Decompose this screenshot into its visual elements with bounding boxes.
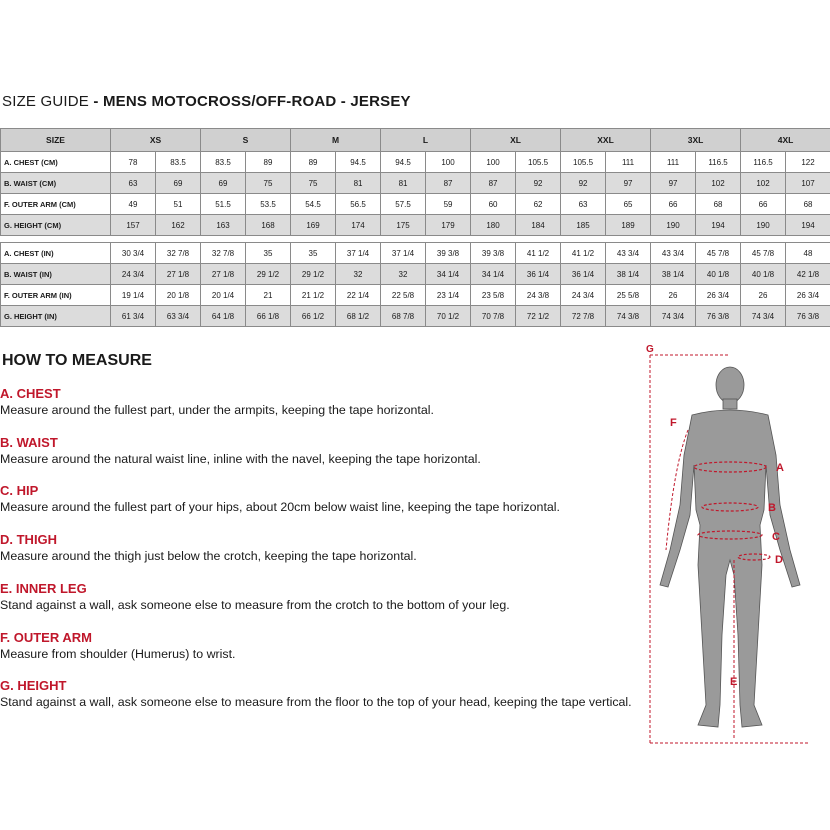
table-cell: 22 1/4 bbox=[336, 285, 381, 306]
table-cell: 194 bbox=[696, 215, 741, 236]
table-cell: 36 1/4 bbox=[561, 264, 606, 285]
table-cell: 68 1/2 bbox=[336, 306, 381, 327]
table-cell: 59 bbox=[426, 194, 471, 215]
how-to-measure-heading: HOW TO MEASURE bbox=[2, 352, 152, 369]
measure-title: A. CHEST bbox=[0, 386, 61, 401]
table-cell: 66 bbox=[651, 194, 696, 215]
table-cell: 56.5 bbox=[336, 194, 381, 215]
table-cell: 21 bbox=[246, 285, 291, 306]
table-cell: 38 1/4 bbox=[651, 264, 696, 285]
table-cell: 116.5 bbox=[741, 152, 786, 173]
table-cell: 23 1/4 bbox=[426, 285, 471, 306]
table-cell: 116.5 bbox=[696, 152, 741, 173]
table-cell: 40 1/8 bbox=[696, 264, 741, 285]
row-label: G. HEIGHT (CM) bbox=[1, 215, 111, 236]
title-prefix: SIZE GUIDE bbox=[2, 93, 90, 110]
table-cell: 75 bbox=[246, 173, 291, 194]
title-rest: - MENS MOTOCROSS/OFF-ROAD - JERSEY bbox=[89, 93, 411, 110]
row-label: B. WAIST (CM) bbox=[1, 173, 111, 194]
table-cell: 20 1/4 bbox=[201, 285, 246, 306]
table-cell: 39 3/8 bbox=[426, 243, 471, 264]
size-header-m: M bbox=[291, 129, 381, 152]
table-cell: 24 3/4 bbox=[111, 264, 156, 285]
table-cell: 29 1/2 bbox=[246, 264, 291, 285]
measure-section bbox=[0, 435, 640, 467]
table-row bbox=[1, 285, 830, 306]
row-label: A. CHEST (IN) bbox=[1, 243, 111, 264]
size-header-4xl: 4XL bbox=[741, 129, 830, 152]
measure-title: F. OUTER ARM bbox=[0, 629, 92, 645]
table-cell: 66 1/2 bbox=[291, 306, 336, 327]
size-header-s: S bbox=[201, 129, 291, 152]
table-cell: 63 bbox=[111, 173, 156, 194]
table-cell: 24 3/4 bbox=[561, 285, 606, 306]
measurement-figure bbox=[630, 335, 830, 745]
table-cell: 100 bbox=[426, 152, 471, 173]
measure-description: Measure around the fullest part of your hips, about 20cm below waist line, keeping the tape horizontal. bbox=[0, 500, 560, 515]
table-cell: 70 1/2 bbox=[426, 306, 471, 327]
row-label: B. WAIST (IN) bbox=[1, 264, 111, 285]
table-cell: 83.5 bbox=[156, 152, 201, 173]
table-cell: 38 1/4 bbox=[606, 264, 651, 285]
measure-section bbox=[0, 386, 640, 418]
table-cell: 66 bbox=[741, 194, 786, 215]
measure-description: Measure around the natural waist line, inline with the navel, keeping the tape horizontal. bbox=[0, 451, 481, 466]
row-label: A. CHEST (CM) bbox=[1, 152, 111, 173]
table-row bbox=[1, 306, 830, 327]
table-cell: 19 1/4 bbox=[111, 285, 156, 306]
table-cell: 76 3/8 bbox=[786, 306, 830, 327]
table-cell: 102 bbox=[696, 173, 741, 194]
table-cell: 26 3/4 bbox=[696, 285, 741, 306]
table-cell: 65 bbox=[606, 194, 651, 215]
table-cell: 92 bbox=[561, 173, 606, 194]
measure-description: Measure around the thigh just below the crotch, keeping the tape horizontal. bbox=[0, 549, 417, 564]
table-cell: 42 1/8 bbox=[786, 264, 830, 285]
table-cell: 122 bbox=[786, 152, 830, 173]
table-cell: 22 5/8 bbox=[381, 285, 426, 306]
table-cell: 70 7/8 bbox=[471, 306, 516, 327]
table-cell: 107 bbox=[786, 173, 830, 194]
measure-description: Stand against a wall, ask someone else to measure from the floor to the top of your head, keeping the tape vertical. bbox=[0, 695, 632, 710]
marker-a: A bbox=[776, 462, 784, 474]
table-cell: 51 bbox=[156, 194, 201, 215]
table-cell: 89 bbox=[246, 152, 291, 173]
table-cell: 41 1/2 bbox=[561, 243, 606, 264]
table-cell: 180 bbox=[471, 215, 516, 236]
table-cell: 189 bbox=[606, 215, 651, 236]
size-header-3xl: 3XL bbox=[651, 129, 741, 152]
table-cell: 34 1/4 bbox=[426, 264, 471, 285]
table-cell: 24 3/8 bbox=[516, 285, 561, 306]
measure-section bbox=[0, 630, 640, 662]
table-cell: 97 bbox=[606, 173, 651, 194]
table-cell: 63 3/4 bbox=[156, 306, 201, 327]
measure-title: G. HEIGHT bbox=[0, 678, 67, 694]
table-cell: 36 1/4 bbox=[516, 264, 561, 285]
table-cell: 32 bbox=[381, 264, 426, 285]
body-silhouette bbox=[660, 367, 800, 727]
table-cell: 26 bbox=[741, 285, 786, 306]
table-cell: 32 7/8 bbox=[201, 243, 246, 264]
table-cell: 74 3/8 bbox=[606, 306, 651, 327]
size-header-xl: XL bbox=[471, 129, 561, 152]
table-cell: 78 bbox=[111, 152, 156, 173]
table-cell: 75 bbox=[291, 173, 336, 194]
measure-section bbox=[0, 678, 640, 710]
table-cell: 69 bbox=[156, 173, 201, 194]
table-cell: 87 bbox=[471, 173, 516, 194]
table-cell: 89 bbox=[291, 152, 336, 173]
table-cell: 83.5 bbox=[201, 152, 246, 173]
size-table-cm bbox=[0, 128, 830, 236]
measure-description: Stand against a wall, ask someone else to measure from the crotch to the bottom of your leg. bbox=[0, 597, 510, 612]
table-cell: 179 bbox=[426, 215, 471, 236]
table-cell: 25 5/8 bbox=[606, 285, 651, 306]
size-header-xxl: XXL bbox=[561, 129, 651, 152]
table-cell: 105.5 bbox=[516, 152, 561, 173]
table-cell: 41 1/2 bbox=[516, 243, 561, 264]
table-cell: 48 bbox=[786, 243, 830, 264]
table-cell: 157 bbox=[111, 215, 156, 236]
table-cell: 92 bbox=[516, 173, 561, 194]
table-row bbox=[1, 173, 830, 194]
table-cell: 37 1/4 bbox=[381, 243, 426, 264]
measure-title: C. HIP bbox=[0, 483, 39, 499]
table-cell: 194 bbox=[786, 215, 830, 236]
measure-title: E. INNER LEG bbox=[0, 580, 87, 596]
table-cell: 68 7/8 bbox=[381, 306, 426, 327]
measure-title: D. THIGH bbox=[0, 532, 58, 548]
table-row bbox=[1, 194, 830, 215]
table-cell: 40 1/8 bbox=[741, 264, 786, 285]
marker-g: G bbox=[646, 344, 654, 355]
measure-title: B. WAIST bbox=[0, 434, 58, 450]
table-cell: 32 7/8 bbox=[156, 243, 201, 264]
measure-description: Measure from shoulder (Humerus) to wrist. bbox=[0, 646, 236, 661]
table-cell: 29 1/2 bbox=[291, 264, 336, 285]
table-cell: 43 3/4 bbox=[606, 243, 651, 264]
marker-d: D bbox=[775, 554, 783, 566]
table-cell: 61 3/4 bbox=[111, 306, 156, 327]
table-cell: 97 bbox=[651, 173, 696, 194]
table-cell: 32 bbox=[336, 264, 381, 285]
table-row bbox=[1, 152, 830, 173]
table-cell: 60 bbox=[471, 194, 516, 215]
table-cell: 53.5 bbox=[246, 194, 291, 215]
table-cell: 26 3/4 bbox=[786, 285, 830, 306]
table-cell: 43 3/4 bbox=[651, 243, 696, 264]
table-cell: 68 bbox=[786, 194, 830, 215]
table-cell: 162 bbox=[156, 215, 201, 236]
row-label: F. OUTER ARM (CM) bbox=[1, 194, 111, 215]
table-cell: 23 5/8 bbox=[471, 285, 516, 306]
table-row bbox=[1, 243, 830, 264]
table-cell: 39 3/8 bbox=[471, 243, 516, 264]
table-cell: 34 1/4 bbox=[471, 264, 516, 285]
table-cell: 87 bbox=[426, 173, 471, 194]
measure-section bbox=[0, 581, 640, 613]
table-cell: 81 bbox=[336, 173, 381, 194]
row-label: G. HEIGHT (IN) bbox=[1, 306, 111, 327]
table-cell: 51.5 bbox=[201, 194, 246, 215]
page-title bbox=[2, 93, 411, 110]
table-cell: 169 bbox=[291, 215, 336, 236]
table-cell: 26 bbox=[651, 285, 696, 306]
table-cell: 190 bbox=[741, 215, 786, 236]
measure-section bbox=[0, 532, 640, 564]
table-cell: 76 3/8 bbox=[696, 306, 741, 327]
table-cell: 37 1/4 bbox=[336, 243, 381, 264]
measure-description: Measure around the fullest part, under the armpits, keeping the tape horizontal. bbox=[0, 403, 434, 417]
size-table-in bbox=[0, 242, 830, 327]
table-cell: 168 bbox=[246, 215, 291, 236]
marker-b: B bbox=[768, 502, 776, 514]
table-cell: 94.5 bbox=[381, 152, 426, 173]
table-cell: 102 bbox=[741, 173, 786, 194]
table-cell: 66 1/8 bbox=[246, 306, 291, 327]
size-header-cell: SIZE bbox=[1, 129, 111, 152]
table-cell: 111 bbox=[651, 152, 696, 173]
table-cell: 68 bbox=[696, 194, 741, 215]
table-cell: 45 7/8 bbox=[741, 243, 786, 264]
table-cell: 190 bbox=[651, 215, 696, 236]
table-cell: 35 bbox=[291, 243, 336, 264]
marker-e: E bbox=[730, 676, 738, 688]
table-cell: 27 1/8 bbox=[201, 264, 246, 285]
table-cell: 184 bbox=[516, 215, 561, 236]
table-cell: 30 3/4 bbox=[111, 243, 156, 264]
table-cell: 94.5 bbox=[336, 152, 381, 173]
size-header-l: L bbox=[381, 129, 471, 152]
table-cell: 45 7/8 bbox=[696, 243, 741, 264]
marker-f: F bbox=[670, 417, 677, 429]
table-cell: 62 bbox=[516, 194, 561, 215]
table-cell: 35 bbox=[246, 243, 291, 264]
table-cell: 105.5 bbox=[561, 152, 606, 173]
row-label: F. OUTER ARM (IN) bbox=[1, 285, 111, 306]
size-header-xs: XS bbox=[111, 129, 201, 152]
table-cell: 21 1/2 bbox=[291, 285, 336, 306]
table-cell: 20 1/8 bbox=[156, 285, 201, 306]
table-row bbox=[1, 215, 830, 236]
table-cell: 69 bbox=[201, 173, 246, 194]
table-row bbox=[1, 264, 830, 285]
table-cell: 72 7/8 bbox=[561, 306, 606, 327]
table-cell: 174 bbox=[336, 215, 381, 236]
table-cell: 64 1/8 bbox=[201, 306, 246, 327]
table-cell: 27 1/8 bbox=[156, 264, 201, 285]
table-cell: 57.5 bbox=[381, 194, 426, 215]
table-cell: 74 3/4 bbox=[651, 306, 696, 327]
table-cell: 54.5 bbox=[291, 194, 336, 215]
table-cell: 72 1/2 bbox=[516, 306, 561, 327]
marker-c: C bbox=[772, 531, 780, 543]
table-cell: 63 bbox=[561, 194, 606, 215]
size-header-row bbox=[1, 129, 830, 152]
table-cell: 100 bbox=[471, 152, 516, 173]
table-cell: 81 bbox=[381, 173, 426, 194]
table-cell: 185 bbox=[561, 215, 606, 236]
table-cell: 175 bbox=[381, 215, 426, 236]
table-cell: 111 bbox=[606, 152, 651, 173]
table-cell: 163 bbox=[201, 215, 246, 236]
table-cell: 49 bbox=[111, 194, 156, 215]
measure-section bbox=[0, 483, 640, 515]
table-cell: 74 3/4 bbox=[741, 306, 786, 327]
